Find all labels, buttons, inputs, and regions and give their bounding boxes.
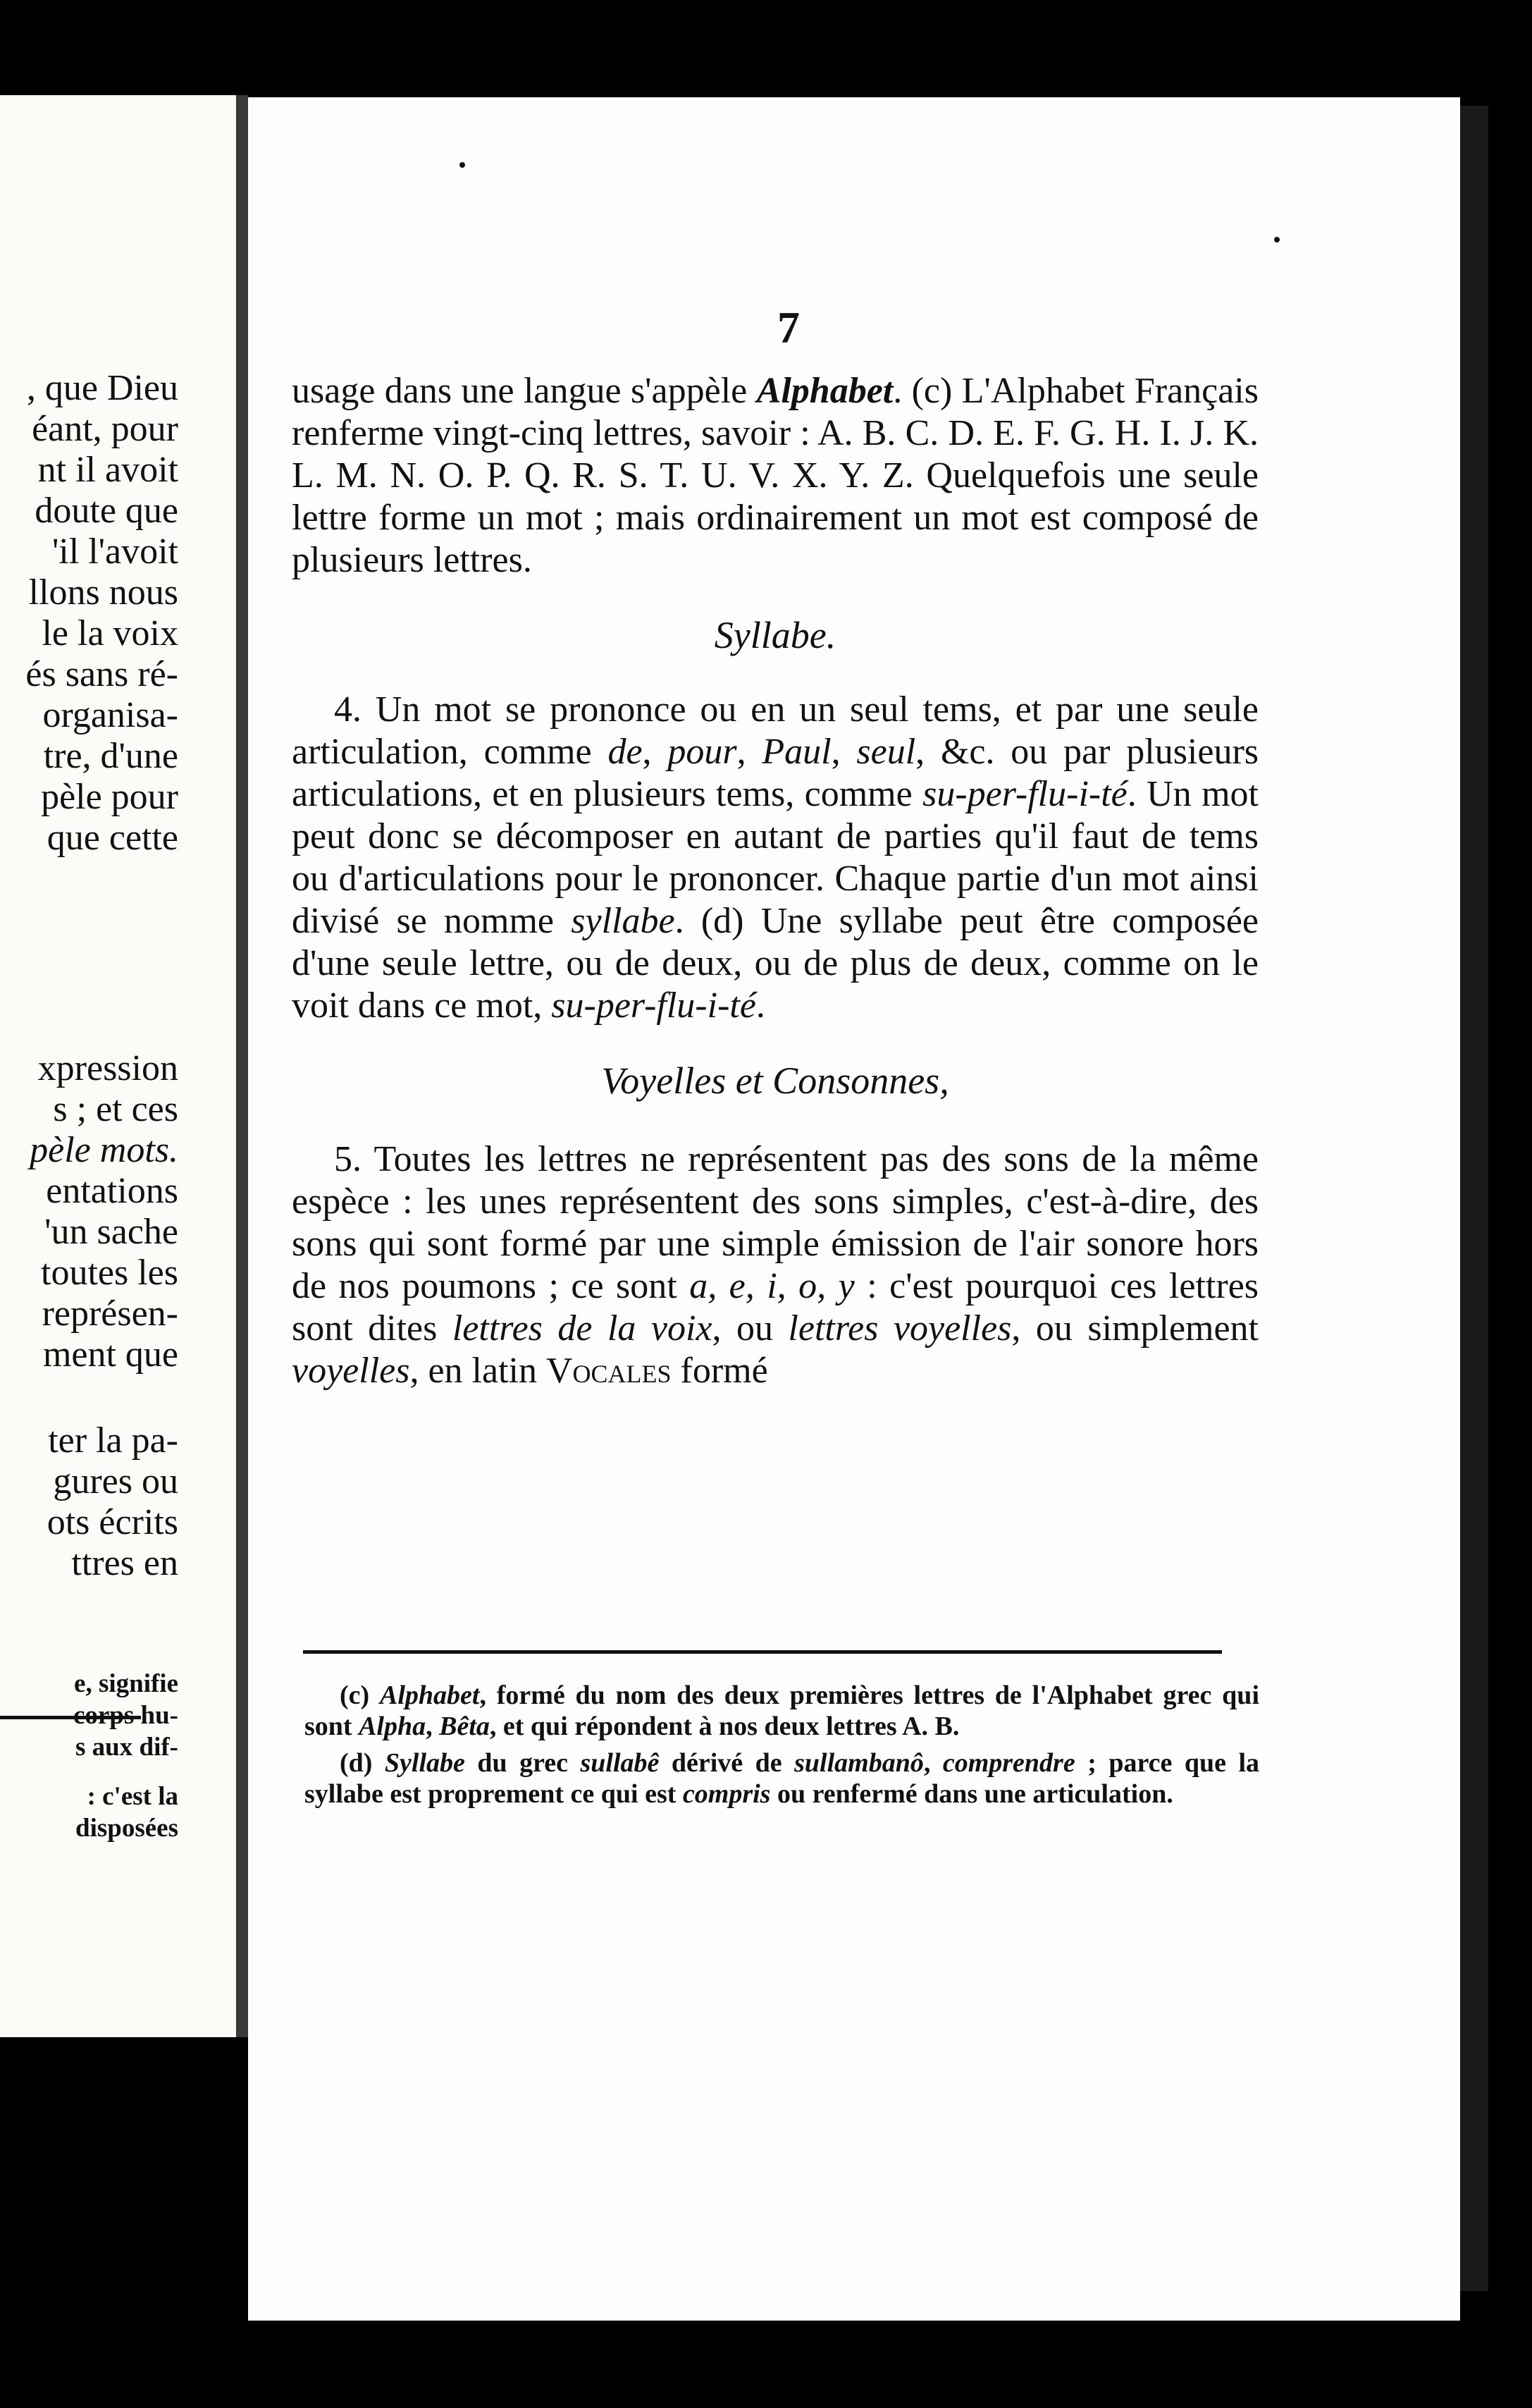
term-superflu: su-per-flu-i-té xyxy=(922,774,1128,814)
text-run: , en latin xyxy=(409,1351,546,1391)
text-run: du grec xyxy=(464,1748,581,1778)
left-line: représen- xyxy=(42,1294,178,1334)
left-line: que cette xyxy=(47,818,178,858)
left-line: ment que xyxy=(42,1334,178,1375)
text-run: dérivé de xyxy=(659,1748,795,1778)
left-line: s ; et ces xyxy=(53,1089,178,1129)
left-line: 'il l'avoit xyxy=(51,532,178,572)
page-edge-shadow xyxy=(1460,106,1488,2291)
left-footnote-line: s aux dif- xyxy=(75,1733,178,1762)
left-line: doute que xyxy=(35,491,178,531)
text-run: . Un mot peut donc se décomposer en autant de parties qu'il faut de tems ou d'articulations pour le prononcer. Chaque partie d'un mot ainsi divisé se nomme xyxy=(292,774,1259,941)
left-line: organisa- xyxy=(42,695,178,735)
left-footnote-line: corps hu- xyxy=(73,1701,178,1730)
left-line: ttres en xyxy=(71,1543,178,1583)
text-run: ; parce que la syllabe est proprement ce qui est xyxy=(304,1748,1259,1809)
left-line: tre, d'une xyxy=(43,736,178,776)
term-sullambano: sullambanô xyxy=(794,1748,924,1778)
paragraph-alphabet xyxy=(292,370,1259,582)
speck xyxy=(1274,237,1280,242)
footnote-c xyxy=(304,1680,1259,1742)
footnotes xyxy=(304,1680,1259,1810)
text-run: , xyxy=(426,1712,440,1741)
speck xyxy=(459,162,465,168)
left-footnote-line: disposées xyxy=(75,1814,178,1843)
text-run: , et qui répondent à nos deux lettres A. B. xyxy=(489,1712,960,1741)
term-pour: pour xyxy=(667,732,737,772)
term-lettres-voix: lettres de la voix xyxy=(452,1308,712,1349)
left-line: toutes les xyxy=(41,1253,178,1293)
term-comprendre: comprendre xyxy=(942,1748,1075,1778)
text-run: . (c) L'Alphabet Français renferme vingt-cinq lettres, savoir : A. B. C. D. E. F. G. H. I. J. K. L. M. N. O. P. Q. R. S. T. U. V. X. Y. Z. Quelquefois une seule lettre forme un mot ; mais ordinairement un mot est composé de plusieurs lettres. xyxy=(292,371,1259,580)
term-seul: seul xyxy=(856,732,916,772)
paragraph-syllabe xyxy=(292,689,1259,1027)
left-line: , que Dieu xyxy=(26,368,178,408)
body-text xyxy=(292,370,1259,1392)
left-line: entations xyxy=(46,1171,178,1211)
text-run: , xyxy=(736,732,762,772)
text-run: ou renfermé dans une articulation. xyxy=(770,1779,1173,1809)
term-vowels: a, e, i, o, y xyxy=(689,1266,855,1306)
left-line: le la voix xyxy=(42,613,178,653)
term-syllabe: syllabe xyxy=(571,901,675,941)
term-compris: compris xyxy=(682,1779,771,1809)
left-footnote-line: e, signifie xyxy=(74,1669,178,1698)
text-run: , ou simplement xyxy=(1011,1308,1259,1349)
text-run: formé xyxy=(671,1351,768,1391)
term-alphabet: Alphabet xyxy=(756,371,894,411)
term-lettres-voyelles: lettres voyelles xyxy=(788,1308,1012,1349)
term-syllabe: Syllabe xyxy=(384,1748,465,1778)
term-sullabe: sullabê xyxy=(580,1748,660,1778)
text-run: , xyxy=(831,732,857,772)
footnote-d xyxy=(304,1747,1259,1810)
text-run: , ou xyxy=(712,1308,789,1349)
page-number: 7 xyxy=(777,302,800,352)
left-line: pèle mots. xyxy=(30,1130,178,1170)
text-run: , xyxy=(642,732,668,772)
text-run: 5. Toutes les lettres ne représentent pas des sons de la même espèce : les unes représentent des sons simples, c'est-à-dire, des sons qui sont formé par une simple émission de l'air sonore hors de nos poumons ; ce sont xyxy=(292,1139,1259,1306)
left-line: ots écrits xyxy=(47,1502,178,1542)
term-alphabet: Alphabet xyxy=(379,1681,480,1710)
term-alpha: Alpha xyxy=(359,1712,426,1741)
text-run: , formé du nom des deux premières lettres de l'Alphabet grec qui sont xyxy=(304,1681,1259,1741)
book-page xyxy=(248,97,1460,2321)
left-line: ter la pa- xyxy=(48,1420,178,1461)
text-run: : c'est pourquoi ces lettres sont dites xyxy=(292,1266,1259,1349)
left-line: éant, pour xyxy=(32,409,178,449)
left-line: gures ou xyxy=(53,1461,178,1501)
text-run: usage dans une langue s'appèle xyxy=(292,371,757,411)
text-run: , &c. ou par plusieurs articulations, et en plusieurs tems, comme xyxy=(292,732,1259,814)
left-footnote-line: : c'est la xyxy=(87,1782,178,1811)
text-run: . xyxy=(755,985,765,1026)
left-line: nt il avoit xyxy=(37,450,178,490)
left-line: 'un sache xyxy=(44,1212,178,1252)
left-line: és sans ré- xyxy=(25,654,178,694)
paragraph-voyelles xyxy=(292,1138,1259,1392)
footnote-rule xyxy=(303,1650,1222,1654)
section-heading-syllabe: Syllabe. xyxy=(714,614,836,656)
term-voyelles: voyelles xyxy=(292,1351,410,1391)
term-superflu: su-per-flu-i-té xyxy=(551,985,756,1026)
left-line: pèle pour xyxy=(41,777,178,817)
book-gutter xyxy=(236,95,248,2037)
text-run: 4. Un mot se prononce ou en un seul tems, et par une seule articulation, comme xyxy=(292,689,1259,772)
term-de: de xyxy=(607,732,643,772)
term-vocales: Vocales xyxy=(545,1351,672,1391)
term-paul: Paul xyxy=(762,732,832,772)
text-run: (c) xyxy=(340,1681,380,1710)
left-facing-page xyxy=(0,95,236,2037)
text-run: , xyxy=(923,1748,943,1778)
section-heading-voyelles: Voyelles et Consonnes, xyxy=(601,1059,949,1102)
text-run: (d) xyxy=(340,1748,385,1778)
term-beta: Bêta xyxy=(439,1712,490,1741)
left-line: llons nous xyxy=(28,572,178,613)
text-run: . (d) Une syllabe peut être composée d'une seule lettre, ou de deux, ou de plus de deux, comme on le voit dans ce mot, xyxy=(292,901,1259,1026)
left-line: xpression xyxy=(37,1048,178,1088)
